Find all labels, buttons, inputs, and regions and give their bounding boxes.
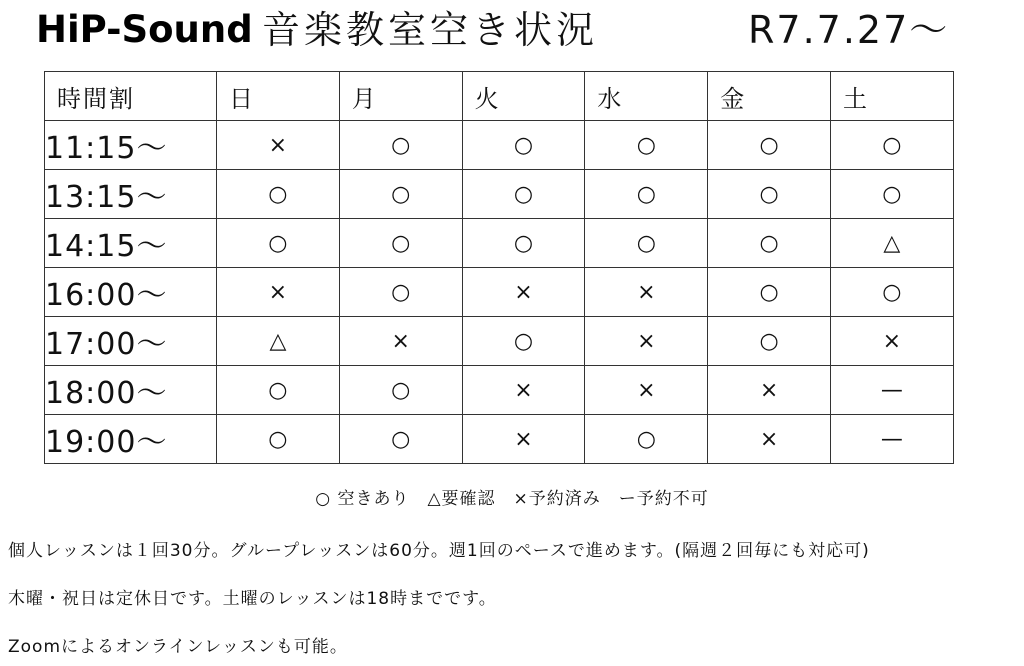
online-lesson-note: Zoomによるオンラインレッスンも可能。 <box>8 637 348 657</box>
day-header: 日 <box>217 72 340 121</box>
time-slot-label: 17:00～ <box>45 317 217 366</box>
lesson-length-note: 個人レッスンは１回30分。グループレッスンは60分。週1回のペースで進めます。(隔週２回毎にも対応可) <box>8 541 870 561</box>
corner-label: 時間割 <box>45 72 217 121</box>
time-slot-label: 18:00～ <box>45 366 217 415</box>
time-slot-label: 11:15～ <box>45 121 217 170</box>
availability-cell: ○ <box>708 121 831 170</box>
availability-cell: ○ <box>585 170 708 219</box>
page-title: 音楽教室空き状況 <box>262 8 599 52</box>
availability-cell: ○ <box>217 415 340 464</box>
table-row <box>45 317 954 366</box>
availability-cell: ○ <box>585 121 708 170</box>
availability-cell: ○ <box>462 121 585 170</box>
availability-cell: ○ <box>830 268 953 317</box>
day-header: 月 <box>339 72 462 121</box>
day-header: 土 <box>830 72 953 121</box>
availability-cell: △ <box>217 317 340 366</box>
table-row <box>45 170 954 219</box>
availability-cell: × <box>585 268 708 317</box>
time-slot-label: 13:15～ <box>45 170 217 219</box>
availability-cell: × <box>217 121 340 170</box>
availability-cell: ○ <box>462 170 585 219</box>
time-slot-label: 16:00～ <box>45 268 217 317</box>
availability-cell: ○ <box>339 268 462 317</box>
holiday-note: 木曜・祝日は定休日です。土曜のレッスンは18時までです。 <box>8 589 497 609</box>
availability-cell: ○ <box>339 415 462 464</box>
availability-cell: × <box>708 366 831 415</box>
availability-cell: × <box>217 268 340 317</box>
header-row <box>45 72 954 121</box>
availability-cell: × <box>462 268 585 317</box>
availability-cell: — <box>830 366 953 415</box>
availability-cell: ○ <box>585 415 708 464</box>
table-row <box>45 366 954 415</box>
availability-cell: ○ <box>462 317 585 366</box>
table-row <box>45 268 954 317</box>
availability-cell: ○ <box>339 366 462 415</box>
availability-cell: × <box>708 415 831 464</box>
availability-cell: ○ <box>339 121 462 170</box>
availability-cell: ○ <box>708 317 831 366</box>
effective-date: R7.7.27～ <box>748 8 950 52</box>
availability-cell: △ <box>830 219 953 268</box>
time-slot-label: 14:15～ <box>45 219 217 268</box>
day-header: 水 <box>585 72 708 121</box>
availability-cell: ○ <box>339 170 462 219</box>
availability-cell: ○ <box>708 170 831 219</box>
availability-cell: ○ <box>217 366 340 415</box>
availability-cell: × <box>339 317 462 366</box>
availability-cell: — <box>830 415 953 464</box>
day-header: 金 <box>708 72 831 121</box>
availability-cell: ○ <box>217 219 340 268</box>
schedule-table <box>44 71 954 464</box>
availability-cell: × <box>830 317 953 366</box>
availability-cell: × <box>462 415 585 464</box>
availability-cell: ○ <box>830 121 953 170</box>
availability-cell: ○ <box>217 170 340 219</box>
table-row <box>45 415 954 464</box>
availability-cell: ○ <box>830 170 953 219</box>
availability-cell: ○ <box>708 219 831 268</box>
availability-cell: ○ <box>462 219 585 268</box>
availability-cell: × <box>585 317 708 366</box>
availability-cell: × <box>585 366 708 415</box>
table-row <box>45 219 954 268</box>
symbol-legend: ○ 空きあり △要確認 ×予約済み ー予約不可 <box>315 489 709 509</box>
time-slot-label: 19:00～ <box>45 415 217 464</box>
brand-logo: HiP-Sound <box>36 8 253 51</box>
availability-cell: ○ <box>585 219 708 268</box>
availability-cell: ○ <box>708 268 831 317</box>
day-header: 火 <box>462 72 585 121</box>
table-row <box>45 121 954 170</box>
availability-cell: ○ <box>339 219 462 268</box>
availability-cell: × <box>462 366 585 415</box>
